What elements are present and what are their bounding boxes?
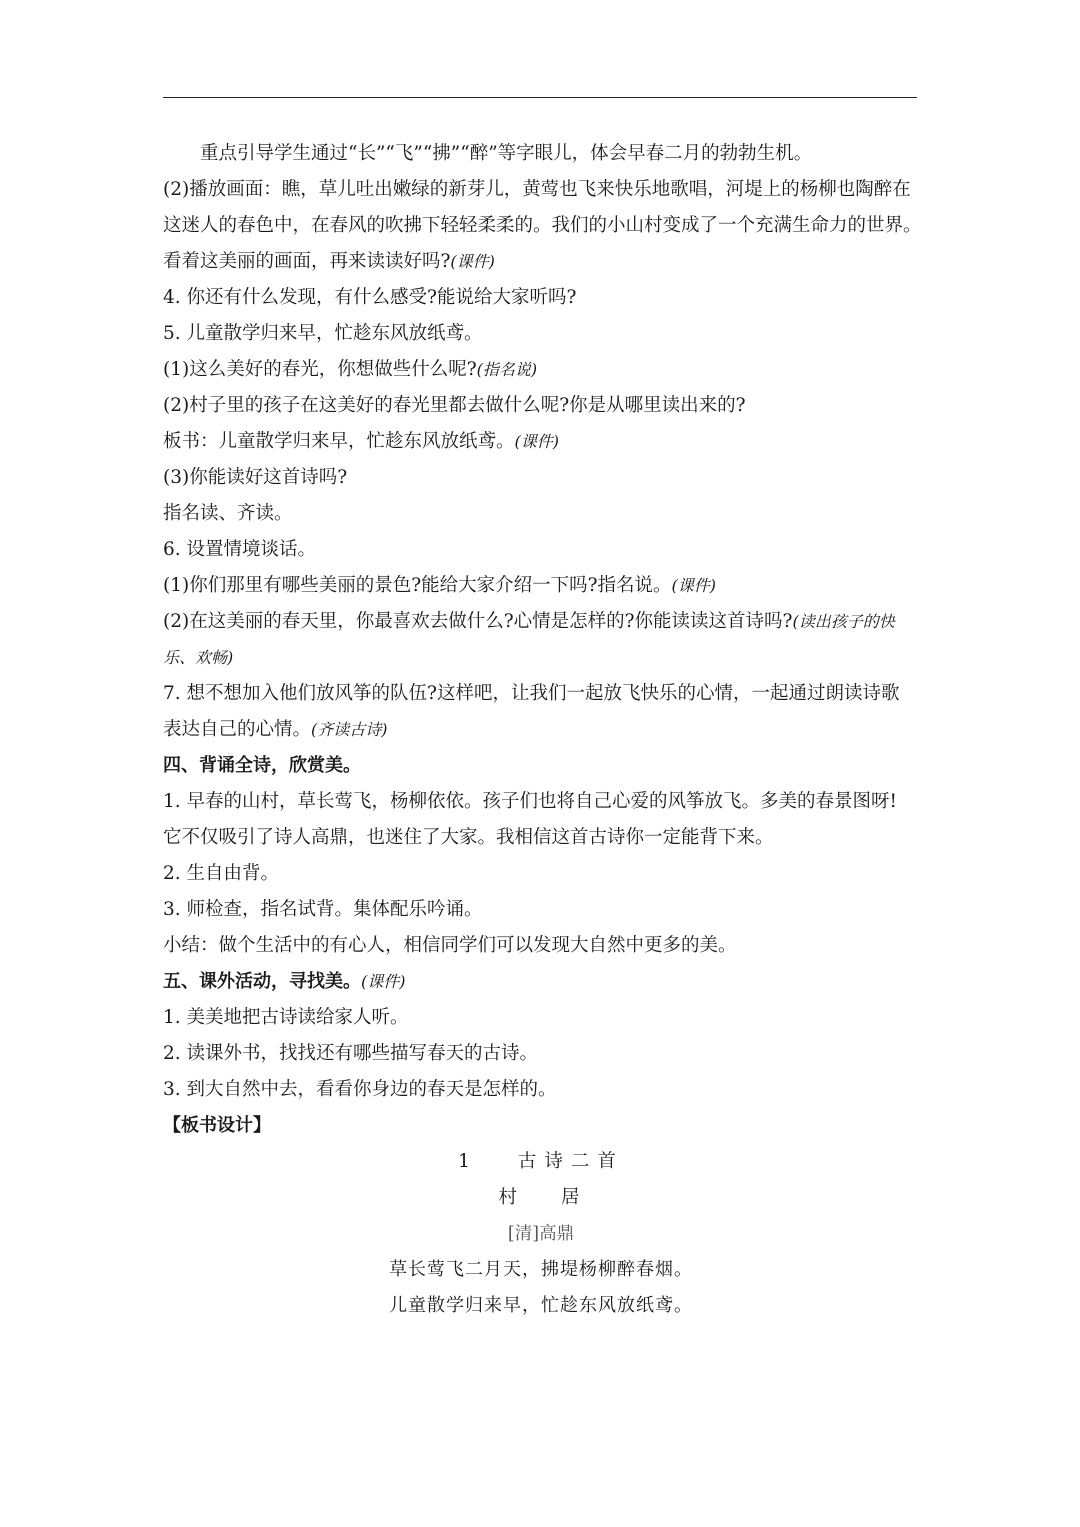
board-design <box>163 1144 919 1324</box>
paragraph <box>163 712 919 748</box>
paragraph-text: (1)这么美好的春光，你想做些什么呢? <box>163 359 477 380</box>
paragraph: 4. 你还有什么发现，有什么感受?能说给大家听吗? <box>163 287 577 308</box>
annotation-note: (指名说) <box>476 360 538 379</box>
paragraph: 6. 设置情境谈话。 <box>163 539 317 560</box>
paragraph-text: 看着这美丽的画面，再来读读好吗? <box>163 251 451 272</box>
poem-title-line <box>163 1180 919 1216</box>
paragraph <box>163 352 919 388</box>
poem-line: 儿童散学归来早，忙趁东风放纸鸢。 <box>389 1295 693 1316</box>
paragraph-text: (2)在这美丽的春天里，你最喜欢去做什么?心情是怎样的?你能读读这首诗吗? <box>163 611 793 632</box>
paragraph: 这迷人的春色中，在春风的吹拂下轻轻柔柔的。我们的小山村变成了一个充满生命力的世界。 <box>163 215 922 236</box>
paragraph: 7. 想不想加入他们放风筝的队伍?这样吧，让我们一起放飞快乐的心情，一起通过朗读诗歌 <box>163 683 900 704</box>
paragraph: 2. 读课外书，找找还有哪些描写春天的古诗。 <box>163 1043 539 1064</box>
paragraph: 1. 早春的山村，草长莺飞，杨柳依依。孩子们也将自己心爱的风筝放飞。多美的春景图呀! <box>163 791 897 812</box>
paragraph: 重点引导学生通过“长”“飞”“拂”“醉”等字眼儿，体会早春二月的勃勃生机。 <box>200 143 813 164</box>
annotation-note: (齐读古诗) <box>311 720 388 739</box>
lesson-title: 古诗二首 <box>517 1151 624 1172</box>
section-heading: 五、课外活动，寻找美。 <box>163 971 361 992</box>
annotation-note: 乐、欢畅) <box>163 648 234 667</box>
paragraph <box>163 568 919 604</box>
annotation-note: (课件) <box>361 972 406 991</box>
paragraph: 3. 到大自然中去，看看你身边的春天是怎样的。 <box>163 1079 557 1100</box>
paragraph: 指名读、齐读。 <box>163 503 293 524</box>
poem-title-char: 村 <box>498 1187 521 1208</box>
lesson-title-line <box>163 1144 919 1180</box>
annotation-note: (读出孩子的快 <box>792 612 895 631</box>
paragraph: 1. 美美地把古诗读给家人听。 <box>163 1007 409 1028</box>
paragraph: (2)村子里的孩子在这美好的春光里都去做什么呢?你是从哪里读出来的? <box>163 395 746 416</box>
paragraph <box>163 640 919 676</box>
section-heading-line <box>163 964 919 1000</box>
paragraph: (2)播放画面：瞧，草儿吐出嫩绿的新芽儿，黄莺也飞来快乐地歌唱，河堤上的杨柳也陶醉在 <box>163 179 911 200</box>
annotation-note: (课件) <box>671 576 717 595</box>
paragraph: 5. 儿童散学归来早，忙趁东风放纸鸢。 <box>163 323 483 344</box>
paragraph: 3. 师检查，指名试背。集体配乐吟诵。 <box>163 899 483 920</box>
paragraph-text: (1)你们那里有哪些美丽的景色?能给大家介绍一下吗?指名说。 <box>163 575 672 596</box>
poem-title-char: 居 <box>561 1187 584 1208</box>
paragraph-text: 板书：儿童散学归来早，忙趁东风放纸鸢。 <box>163 431 515 452</box>
annotation-note: (课件) <box>450 252 495 271</box>
paragraph <box>163 424 919 460</box>
lesson-number: 1 <box>458 1151 478 1172</box>
poem-author: [清]高鼎 <box>507 1224 575 1244</box>
lesson-body <box>163 136 922 1324</box>
paragraph: 小结：做个生活中的有心人，相信同学们可以发现大自然中更多的美。 <box>163 935 737 956</box>
paragraph: 它不仅吸引了诗人高鼎，也迷住了大家。我相信这首古诗你一定能背下来。 <box>163 827 774 848</box>
board-design-heading: 【板书设计】 <box>163 1115 271 1136</box>
paragraph <box>163 604 919 640</box>
header-rule <box>163 97 917 98</box>
paragraph-text: 表达自己的心情。 <box>163 719 312 740</box>
section-heading: 四、背诵全诗，欣赏美。 <box>163 755 361 776</box>
paragraph: (3)你能读好这首诗吗? <box>163 467 348 488</box>
paragraph <box>163 244 919 280</box>
poem-line: 草长莺飞二月天，拂堤杨柳醉春烟。 <box>389 1259 693 1280</box>
paragraph: 2. 生自由背。 <box>163 863 280 884</box>
annotation-note: (课件) <box>514 432 560 451</box>
